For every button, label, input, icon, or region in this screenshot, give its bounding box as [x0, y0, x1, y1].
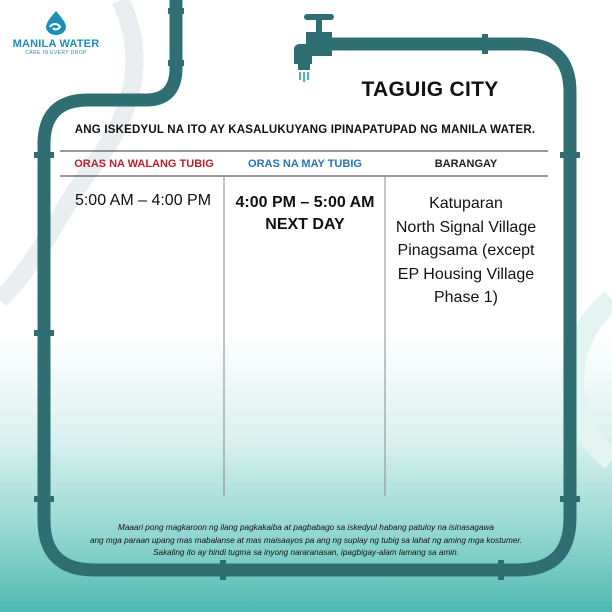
logo-tagline: CARE IN EVERY DROP [25, 50, 87, 56]
header-with-water: ORAS NA MAY TUBIG [248, 158, 362, 170]
barangay-list [386, 192, 546, 310]
barangay-line: Phase 1) [433, 289, 499, 306]
barangay-line: EP Housing Village [397, 265, 535, 283]
page-title: TAGUIG CITY [361, 78, 499, 101]
disclaimer-footer [50, 522, 562, 560]
with-water-time-line: 4:00 PM – 5:00 AM [235, 194, 375, 211]
faucet-icon [294, 14, 334, 82]
barangay-line: North Signal Village [395, 218, 537, 236]
header-barangay: BARANGAY [434, 158, 498, 170]
schedule-notice: ANG ISKEDYUL NA ITO AY KASALUKUYANG IPINAPATUPAD NG MANILA WATER. [74, 124, 536, 136]
disclaimer-line: ang mga paraan upang mas mabalanse at mas maisaayos pa ang ng suplay ng tubig sa lahat ng aming mga kostumer. [89, 535, 523, 545]
barangay-line: Katuparan [429, 195, 503, 212]
disclaimer-line: Sakaling ito ay hindi tugma sa inyong nararanasan, ipagbigay-alam lamang sa amin. [153, 548, 459, 558]
with-water-time [226, 192, 384, 236]
disclaimer-line: Maaari pong magkaroon ng ilang pagkakaiba at pagbabago sa iskedyul habang patuloy na isinasagawa [118, 523, 494, 532]
header-no-water: ORAS NA WALANG TUBIG [74, 158, 214, 170]
logo-name: MANILA WATER [12, 38, 100, 50]
barangay-line: Pinagsama (except [397, 242, 535, 259]
with-water-time-line: NEXT DAY [265, 216, 345, 233]
no-water-time: 5:00 AM – 4:00 PM [74, 192, 212, 209]
